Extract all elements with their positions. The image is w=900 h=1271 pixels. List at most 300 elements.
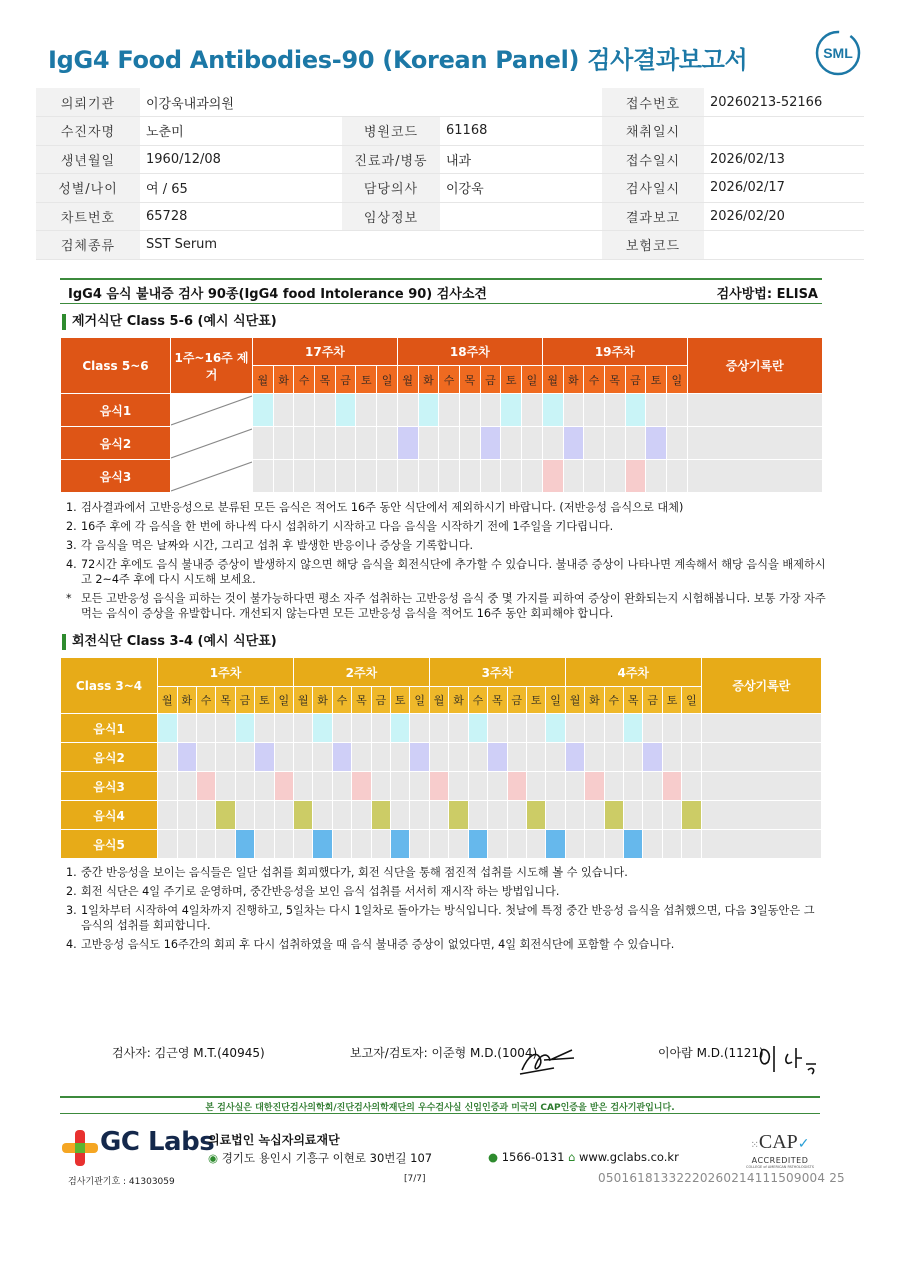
diet-cell <box>439 427 460 460</box>
website[interactable] <box>568 1150 679 1164</box>
diet-cell <box>216 801 235 830</box>
diet-cell <box>196 772 215 801</box>
note-text: 검사결과에서 고반응성으로 분류된 모든 음식은 적어도 16주 동안 식단에서 제외하시기 바랍니다. (저반응성 음식으로 대체) <box>81 501 684 514</box>
note-number: 2. <box>66 520 77 533</box>
diet-cell <box>335 394 356 427</box>
day-header: 수 <box>604 687 623 714</box>
symptom-record-cell <box>687 427 822 460</box>
diet-cell <box>546 772 565 801</box>
barcode-number: 05016181332220260214111509004 25 <box>598 1171 845 1185</box>
diet-cell <box>294 460 315 493</box>
diet-cell <box>682 830 701 859</box>
notes-header: 증상기록란 <box>701 658 821 714</box>
diet-cell <box>410 772 429 801</box>
week-header: 18주차 <box>397 338 542 366</box>
diet-cell <box>666 394 687 427</box>
note-item <box>66 538 826 553</box>
day-header: 토 <box>391 687 410 714</box>
note-number: 4. <box>66 938 77 951</box>
diet-cell <box>459 394 480 427</box>
note-text: 16주 후에 각 음식을 한 번에 하나씩 다시 섭취하기 시작하고 다음 음식을 시작하기 전에 1주일을 기다립니다. <box>81 520 614 533</box>
diet-cell <box>216 743 235 772</box>
diet-cell <box>585 801 604 830</box>
note-number: * <box>66 592 72 605</box>
diet-cell <box>565 772 584 801</box>
diet-cell <box>235 801 254 830</box>
diet-cell <box>332 743 351 772</box>
page-number: [7/7] <box>404 1174 426 1184</box>
diet-cell <box>625 460 646 493</box>
diet-cell <box>391 801 410 830</box>
diet-cell <box>488 714 507 743</box>
diet-cell <box>216 714 235 743</box>
institution-number: 검사기관기호 : 41303059 <box>68 1177 175 1187</box>
food-label: 음식3 <box>61 772 158 801</box>
diet-cell <box>255 772 274 801</box>
day-header: 화 <box>177 687 196 714</box>
diet-cell <box>542 394 563 427</box>
removal-period-cell <box>171 427 253 460</box>
diet-cell <box>546 743 565 772</box>
day-header: 목 <box>315 366 336 394</box>
diet-cell <box>585 743 604 772</box>
footer-divider-top <box>60 1096 820 1098</box>
symptom-record-cell <box>701 830 821 859</box>
week-header: 17주차 <box>253 338 398 366</box>
diet-cell <box>273 394 294 427</box>
test-method: 검사방법: ELISA <box>716 287 818 302</box>
diet-cell <box>625 394 646 427</box>
note-number: 2. <box>66 885 77 898</box>
sml-logo-text: SML <box>823 45 853 61</box>
symptom-record-cell <box>687 460 822 493</box>
info-value <box>704 117 864 146</box>
info-row <box>36 202 864 231</box>
diet-cell <box>158 743 177 772</box>
diet-cell <box>507 801 526 830</box>
diet-cell <box>177 743 196 772</box>
diet-cell <box>624 801 643 830</box>
symptom-record-cell <box>701 743 821 772</box>
diet-cell <box>177 772 196 801</box>
diet-cell <box>294 394 315 427</box>
day-header: 수 <box>332 687 351 714</box>
diet-cell <box>313 743 332 772</box>
food-row <box>61 394 823 427</box>
diet-cell <box>235 714 254 743</box>
diet-cell <box>488 743 507 772</box>
diet-cell <box>273 427 294 460</box>
diet-cell <box>294 801 313 830</box>
diet-cell <box>352 714 371 743</box>
doctor-signature <box>756 1040 822 1078</box>
diet-cell <box>480 394 501 427</box>
day-header: 수 <box>439 366 460 394</box>
diet-cell <box>315 427 336 460</box>
gc-cross-logo <box>62 1130 98 1166</box>
report-title: IgG4 Food Antibodies-90 (Korean Panel) 검사결과보고서 <box>48 46 748 74</box>
address-text: 경기도 용인시 기흥구 이현로 30번길 107 <box>221 1151 433 1165</box>
diet-cell <box>565 743 584 772</box>
header-row <box>61 658 822 687</box>
diet-cell <box>177 801 196 830</box>
footer-divider-bottom <box>60 1113 820 1114</box>
info-row <box>36 231 864 260</box>
diet-cell <box>468 714 487 743</box>
info-label: 진료과/병동 <box>342 145 440 174</box>
diet-cell <box>294 714 313 743</box>
location-icon: ◉ <box>208 1151 219 1165</box>
diet-cell <box>429 772 448 801</box>
food-label: 음식1 <box>61 714 158 743</box>
diet-cell <box>584 427 605 460</box>
food-label: 음식2 <box>61 743 158 772</box>
diet-cell <box>563 460 584 493</box>
day-header: 토 <box>255 687 274 714</box>
day-header: 수 <box>584 366 605 394</box>
diet-cell <box>501 427 522 460</box>
note-text: 회전 식단은 4일 주기로 운영하며, 중간반응성을 보인 음식 섭취를 서서히 재시작 하는 방법입니다. <box>81 885 560 898</box>
diet-cell <box>526 830 545 859</box>
diet-cell <box>585 772 604 801</box>
gc-labs-brand: GC Labs <box>100 1127 215 1157</box>
reviewer-signature-label: 보고자/검토자: 이준형 M.D.(1004) <box>350 1046 538 1060</box>
day-header: 화 <box>418 366 439 394</box>
day-header: 일 <box>666 366 687 394</box>
info-value <box>704 231 864 260</box>
diet-cell <box>604 427 625 460</box>
diet-cell <box>294 772 313 801</box>
diet-cell <box>459 460 480 493</box>
diet-cell <box>356 460 377 493</box>
diet-cell <box>216 772 235 801</box>
day-header: 토 <box>526 687 545 714</box>
day-header: 금 <box>371 687 390 714</box>
day-header: 수 <box>294 366 315 394</box>
note-item <box>66 519 826 534</box>
diet-cell <box>682 743 701 772</box>
info-row <box>36 117 864 146</box>
diet-cell <box>488 772 507 801</box>
info-value: 이강욱내과의원 <box>140 88 602 117</box>
info-row <box>36 88 864 117</box>
note-number: 4. <box>66 558 77 571</box>
day-header: 금 <box>235 687 254 714</box>
doctor-signature-label: 이아람 M.D.(1121) <box>658 1046 764 1060</box>
info-label: 접수번호 <box>602 88 704 117</box>
diet-cell <box>274 743 293 772</box>
day-header: 월 <box>158 687 177 714</box>
diet-cell <box>662 714 681 743</box>
diet-cell <box>313 830 332 859</box>
diet-cell <box>391 830 410 859</box>
note-text: 72시간 후에도 음식 불내증 증상이 발생하지 않으면 해당 음식을 회전식단에 추가할 수 있습니다. 불내증 증상이 나타나면 계속해서 해당 음식을 배제하시고 2~4주 후에 다시 시도해 보세요. <box>81 558 826 586</box>
info-label: 결과보고 <box>602 202 704 231</box>
diet-cell <box>468 743 487 772</box>
report-subtitle: IgG4 음식 불내증 검사 90종(IgG4 food Intolerance 90) 검사소견 <box>68 287 487 302</box>
info-label: 차트번호 <box>36 202 140 231</box>
day-header: 화 <box>273 366 294 394</box>
note-number: 3. <box>66 539 77 552</box>
diet-cell <box>371 830 390 859</box>
note-item <box>66 557 826 587</box>
diet-cell <box>313 714 332 743</box>
day-header: 화 <box>563 366 584 394</box>
diet-cell <box>332 714 351 743</box>
day-header: 일 <box>274 687 293 714</box>
diet-cell <box>526 772 545 801</box>
diet-cell <box>604 801 623 830</box>
diet-cell <box>196 830 215 859</box>
day-header: 월 <box>253 366 274 394</box>
diet-cell <box>662 801 681 830</box>
note-item <box>66 591 826 621</box>
symptom-record-cell <box>687 394 822 427</box>
note-text: 고반응성 음식도 16주간의 회피 후 다시 섭취하였을 때 음식 불내증 증상이 없었다면, 4일 회전식단에 포함할 수 있습니다. <box>81 938 675 951</box>
diet-cell <box>352 801 371 830</box>
day-header: 금 <box>335 366 356 394</box>
diet-cell <box>352 743 371 772</box>
food-label: 음식2 <box>61 427 171 460</box>
diet-cell <box>332 830 351 859</box>
diet-cell <box>274 801 293 830</box>
note-item <box>66 937 826 952</box>
info-label: 병원코드 <box>342 117 440 146</box>
diet-cell <box>522 394 543 427</box>
day-header: 목 <box>604 366 625 394</box>
diet-cell <box>255 714 274 743</box>
diet-cell <box>565 801 584 830</box>
diet-cell <box>371 743 390 772</box>
diet-cell <box>662 772 681 801</box>
elimination-diet-table <box>60 337 823 493</box>
diet-cell <box>410 743 429 772</box>
diet-cell <box>682 772 701 801</box>
day-header: 목 <box>624 687 643 714</box>
day-header: 화 <box>585 687 604 714</box>
day-header: 금 <box>643 687 662 714</box>
diet-cell <box>216 830 235 859</box>
diet-cell <box>439 460 460 493</box>
diet-cell <box>332 772 351 801</box>
food-row <box>61 801 822 830</box>
info-value: 1960/12/08 <box>140 145 342 174</box>
diet-cell <box>274 714 293 743</box>
day-header: 수 <box>196 687 215 714</box>
info-value: 2026/02/20 <box>704 202 864 231</box>
diet-cell <box>459 427 480 460</box>
diet-cell <box>274 830 293 859</box>
diet-cell <box>235 772 254 801</box>
day-header: 목 <box>352 687 371 714</box>
diet-cell <box>418 460 439 493</box>
day-header: 월 <box>542 366 563 394</box>
diet-cell <box>604 743 623 772</box>
diet-cell <box>526 743 545 772</box>
diet-cell <box>352 830 371 859</box>
phone-icon: ● <box>488 1150 499 1164</box>
diet-cell <box>196 714 215 743</box>
diet-cell <box>546 830 565 859</box>
diet-cell <box>255 743 274 772</box>
note-text: 1일차부터 시작하여 4일차까지 진행하고, 5일차는 다시 1일차로 돌아가는 방식입니다. 첫날에 특정 중간 반응성 음식을 섭취했으면, 다음 3일동안은 그 음식의 섭취를 회피합니다. <box>81 904 815 932</box>
diet-cell <box>480 460 501 493</box>
diet-cell <box>604 830 623 859</box>
diet-cell <box>682 714 701 743</box>
diet-cell <box>158 714 177 743</box>
week-header: 2주차 <box>294 658 430 687</box>
diet-cell <box>177 714 196 743</box>
info-value: 내과 <box>440 145 602 174</box>
symptom-record-cell <box>701 714 821 743</box>
diet-cell <box>274 772 293 801</box>
day-header: 금 <box>625 366 646 394</box>
day-header: 화 <box>313 687 332 714</box>
diet-cell <box>294 830 313 859</box>
diet-cell <box>488 830 507 859</box>
diet-cell <box>662 743 681 772</box>
day-header: 월 <box>294 687 313 714</box>
elimination-notes <box>66 500 826 625</box>
info-value <box>440 202 602 231</box>
diet-cell <box>646 460 667 493</box>
day-header: 토 <box>501 366 522 394</box>
patient-info-table <box>36 88 864 260</box>
notes-header: 증상기록란 <box>687 338 822 394</box>
info-value: 61168 <box>440 117 602 146</box>
diet-cell <box>507 743 526 772</box>
removal-period-cell <box>171 394 253 427</box>
reviewer-signature <box>514 1036 584 1078</box>
info-label: 의뢰기관 <box>36 88 140 117</box>
day-header: 목 <box>488 687 507 714</box>
diet-cell <box>643 801 662 830</box>
day-header: 일 <box>377 366 398 394</box>
info-label: 수진자명 <box>36 117 140 146</box>
diet-cell <box>542 460 563 493</box>
diet-cell <box>563 427 584 460</box>
diet-cell <box>449 714 468 743</box>
diet-cell <box>468 801 487 830</box>
diet-cell <box>682 801 701 830</box>
day-header: 금 <box>480 366 501 394</box>
diet-cell <box>397 460 418 493</box>
certification-text: 본 검사실은 대한진단검사의학회/진단검사의학재단의 우수검사실 신임인증과 미국의 CAP인증을 받은 검사기관입니다. <box>205 1103 675 1113</box>
diet-cell <box>177 830 196 859</box>
diet-cell <box>501 460 522 493</box>
symptom-record-cell <box>701 772 821 801</box>
diet-cell <box>196 743 215 772</box>
diet-cell <box>429 830 448 859</box>
day-header: 목 <box>459 366 480 394</box>
home-icon: ⌂ <box>568 1150 576 1164</box>
removal-period-cell <box>171 460 253 493</box>
diet-cell <box>585 830 604 859</box>
info-label: 검사일시 <box>602 174 704 203</box>
diet-cell <box>253 427 274 460</box>
diet-cell <box>332 801 351 830</box>
diet-cell <box>666 460 687 493</box>
info-value: 여 / 65 <box>140 174 342 203</box>
diet-cell <box>255 830 274 859</box>
diet-cell <box>313 801 332 830</box>
diet-cell <box>371 801 390 830</box>
rotation-diet-table <box>60 657 822 859</box>
note-item <box>66 500 826 515</box>
diet-cell <box>507 714 526 743</box>
day-header: 수 <box>468 687 487 714</box>
diet-cell <box>643 743 662 772</box>
info-value: SST Serum <box>140 231 602 260</box>
diet-cell <box>501 394 522 427</box>
phone <box>488 1150 564 1164</box>
phone-text: 1566-0131 <box>501 1150 565 1164</box>
info-value: 65728 <box>140 202 342 231</box>
diet-cell <box>235 743 254 772</box>
cap-accredited-text: ACCREDITED <box>751 1156 809 1165</box>
diet-cell <box>526 714 545 743</box>
food-row <box>61 714 822 743</box>
diet-cell <box>273 460 294 493</box>
diet-cell <box>604 460 625 493</box>
diet-cell <box>158 801 177 830</box>
sml-logo <box>815 30 861 76</box>
info-label: 임상정보 <box>342 202 440 231</box>
day-header: 목 <box>216 687 235 714</box>
note-text: 각 음식을 먹은 날짜와 시간, 그리고 섭취 후 발생한 반응이나 증상을 기록합니다. <box>81 539 474 552</box>
diet-cell <box>522 427 543 460</box>
cap-accredited-logo <box>740 1132 820 1169</box>
diet-cell <box>397 394 418 427</box>
diet-cell <box>468 772 487 801</box>
diet-cell <box>315 460 336 493</box>
week-header: 1주차 <box>158 658 294 687</box>
diet-cell <box>371 714 390 743</box>
info-value: 이강욱 <box>440 174 602 203</box>
food-label: 음식4 <box>61 801 158 830</box>
diet-cell <box>196 801 215 830</box>
diet-cell <box>646 427 667 460</box>
note-item <box>66 903 826 933</box>
note-number: 1. <box>66 501 77 514</box>
diet-cell <box>391 772 410 801</box>
diet-cell <box>480 427 501 460</box>
diet-cell <box>563 394 584 427</box>
info-label: 보험코드 <box>602 231 704 260</box>
diet-cell <box>449 801 468 830</box>
elimination-section-title: 제거식단 Class 5-6 (예시 식단표) <box>62 314 277 330</box>
diet-cell <box>624 772 643 801</box>
food-row <box>61 830 822 859</box>
diet-cell <box>584 394 605 427</box>
diet-cell <box>507 830 526 859</box>
info-row <box>36 174 864 203</box>
info-value: 2026/02/13 <box>704 145 864 174</box>
diet-cell <box>391 714 410 743</box>
diet-cell <box>158 772 177 801</box>
day-header: 월 <box>397 366 418 394</box>
diet-cell <box>604 714 623 743</box>
note-item <box>66 865 826 880</box>
diet-cell <box>624 714 643 743</box>
note-text: 중간 반응성을 보이는 음식들은 일단 섭취를 회피했다가, 회전 식단을 통해 점진적 섭취를 시도해 볼 수 있습니다. <box>81 866 628 879</box>
note-number: 1. <box>66 866 77 879</box>
address <box>208 1150 432 1166</box>
cap-text: CAP <box>758 1131 798 1153</box>
diet-cell <box>410 830 429 859</box>
diet-cell <box>468 830 487 859</box>
diet-cell <box>410 801 429 830</box>
